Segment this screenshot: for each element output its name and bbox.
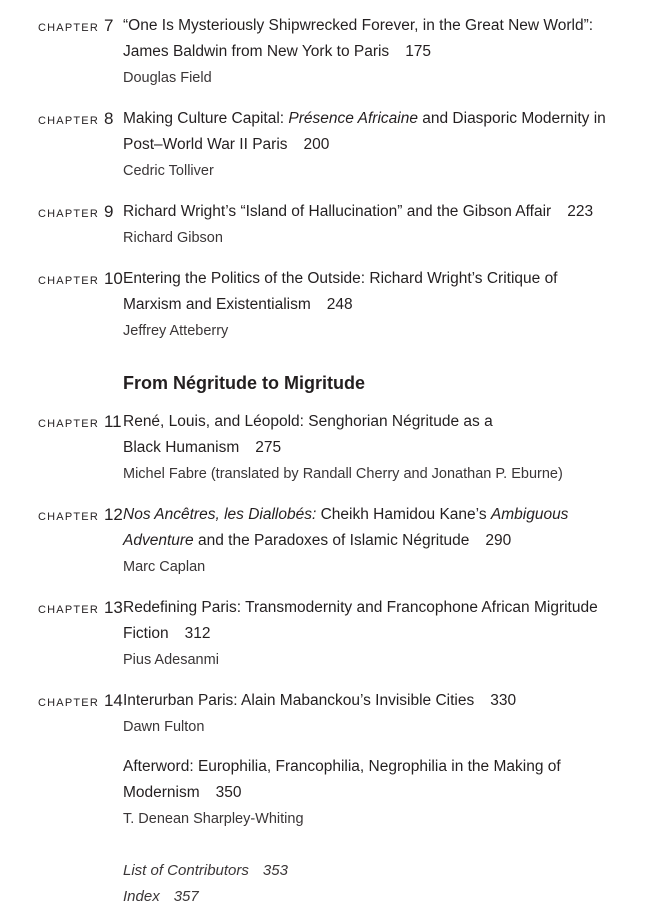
page-number: 200 [303, 136, 330, 153]
chapter-author: Richard Gibson [123, 230, 223, 246]
page-number: 175 [405, 43, 432, 60]
chapter-author: Cedric Tolliver [123, 163, 214, 179]
chapter-label: CHAPTER 12 [38, 505, 123, 524]
page-number: 223 [567, 203, 594, 220]
page-number: 275 [255, 439, 282, 456]
chapter-title: “One Is Mysteriously Shipwrecked Forever, in the Great New World”: James Baldwin from New York to Paris 175 [123, 17, 594, 60]
page-number: 357 [173, 888, 199, 905]
page-number: 353 [262, 862, 288, 879]
afterword-title: Afterword: Europhilia, Francophilia, Negrophilia in the Making of Modernism 350 [123, 758, 561, 801]
chapter-label: CHAPTER 14 [38, 691, 123, 710]
chapter-title: Interurban Paris: Alain Mabanckou’s Invisible Cities 330 [123, 692, 517, 709]
chapter-author: Marc Caplan [123, 559, 206, 575]
chapter-number: 14 [103, 691, 123, 710]
chapter-number: 9 [103, 202, 114, 221]
chapter-title: Making Culture Capital: Présence Africaine and Diasporic Modernity in Post–World War II Paris 200 [123, 110, 606, 153]
chapter-author: Pius Adesanmi [123, 652, 219, 668]
page-number: 350 [215, 784, 242, 801]
toc-entry-index: Index 357 [123, 888, 199, 905]
chapter-title: Entering the Politics of the Outside: Richard Wright’s Critique of Marxism and Existentialism 248 [123, 270, 558, 313]
chapter-number: 7 [103, 16, 114, 35]
section-heading: From Négritude to Migritude [123, 373, 365, 393]
page-number: 312 [184, 625, 211, 642]
chapter-title: Redefining Paris: Transmodernity and Francophone African Migritude Fiction 312 [123, 599, 598, 642]
chapter-number: 10 [103, 269, 123, 288]
page-number: 290 [485, 532, 512, 549]
toc-entry-list-of-contributors: List of Contributors 353 [123, 862, 288, 879]
chapter-label: CHAPTER 9 [38, 202, 114, 221]
afterword-author: T. Denean Sharpley-Whiting [123, 811, 304, 827]
chapter-number: 8 [103, 109, 114, 128]
chapter-number: 13 [103, 598, 123, 617]
chapter-author: Douglas Field [123, 70, 212, 86]
chapter-title: René, Louis, and Léopold: Senghorian Négritude as a Black Humanism 275 [123, 413, 493, 456]
chapter-label: CHAPTER 10 [38, 269, 123, 288]
page-number: 330 [490, 692, 517, 709]
chapter-label: CHAPTER 13 [38, 598, 123, 617]
chapter-number: 12 [103, 505, 123, 524]
chapter-label: CHAPTER 7 [38, 16, 114, 35]
chapter-title: Richard Wright’s “Island of Hallucination” and the Gibson Affair 223 [123, 203, 594, 220]
chapter-author: Michel Fabre (translated by Randall Cherry and Jonathan P. Eburne) [123, 466, 563, 482]
chapter-author: Jeffrey Atteberry [123, 323, 229, 339]
chapter-title: Nos Ancêtres, les Diallobés: Cheikh Hamidou Kane’s Ambiguous Adventure and the Paradoxes of Islamic Négritude 290 [123, 506, 569, 549]
page-number: 248 [326, 296, 353, 313]
chapter-number: 11 [103, 412, 122, 431]
chapter-author: Dawn Fulton [123, 719, 205, 735]
chapter-label: CHAPTER 11 [38, 412, 122, 431]
chapter-label: CHAPTER 8 [38, 109, 114, 128]
